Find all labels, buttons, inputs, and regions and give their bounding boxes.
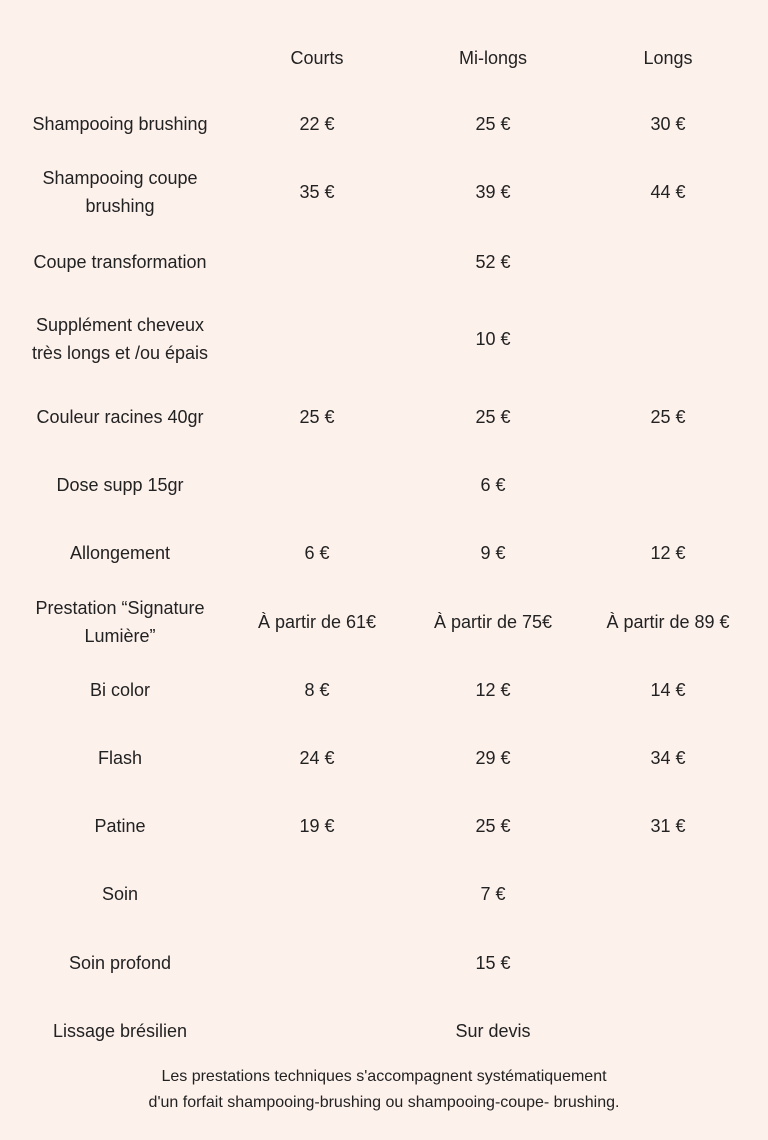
price-courts — [232, 864, 402, 924]
price-longs: 25 € — [650, 407, 686, 427]
table-row — [0, 232, 768, 292]
price-longs — [583, 455, 753, 515]
price-courts: 25 € — [299, 407, 335, 427]
price-courts: 35 € — [299, 182, 335, 202]
footer-note — [0, 1064, 768, 1116]
table-row — [0, 94, 768, 154]
header-courts: Courts — [290, 48, 344, 68]
service-label: Soin profond — [68, 953, 172, 973]
service-label: Flash — [97, 748, 142, 768]
table-row — [0, 309, 768, 369]
price-mi-longs: 25 € — [475, 407, 511, 427]
service-label: Allongement — [69, 543, 171, 563]
service-label: Soin — [101, 884, 139, 904]
price-longs — [583, 1001, 753, 1061]
price-longs: 31 € — [650, 816, 686, 836]
table-row — [0, 933, 768, 993]
service-label: Shampooing coupe brushing — [42, 168, 198, 216]
service-label: Supplément cheveux très longs et /ou épais — [31, 315, 209, 363]
price-mi-longs: 25 € — [475, 114, 511, 134]
service-label: Shampooing brushing — [32, 114, 208, 134]
service-label: Coupe transformation — [33, 252, 207, 272]
price-mi-longs: À partir de 75€ — [433, 612, 553, 632]
table-row — [0, 660, 768, 720]
table-row — [0, 387, 768, 447]
price-mi-longs: 12 € — [475, 680, 511, 700]
table-row — [0, 523, 768, 583]
price-courts — [232, 455, 402, 515]
service-label: Patine — [94, 816, 146, 836]
price-longs: À partir de 89 € — [606, 612, 730, 632]
header-mi-longs: Mi-longs — [458, 48, 528, 68]
price-courts: 19 € — [299, 816, 335, 836]
price-courts: 24 € — [299, 748, 335, 768]
price-longs — [583, 232, 753, 292]
service-label: Lissage brésilien — [52, 1021, 188, 1041]
price-courts: 22 € — [299, 114, 335, 134]
price-courts — [232, 232, 402, 292]
table-row — [0, 162, 768, 222]
table-row — [0, 455, 768, 515]
price-mi-longs: 25 € — [475, 816, 511, 836]
footer-note-line: d'un forfait shampooing-brushing ou shampooing-coupe- brushing. — [148, 1094, 620, 1111]
price-mi-longs: 29 € — [475, 748, 511, 768]
price-mi-longs: 39 € — [475, 182, 511, 202]
price-longs: 14 € — [650, 680, 686, 700]
table-row — [0, 1001, 768, 1061]
price-longs — [583, 864, 753, 924]
column-headers — [0, 44, 768, 72]
price-courts: 8 € — [304, 680, 330, 700]
table-row — [0, 728, 768, 788]
price-longs — [583, 309, 753, 369]
price-mi-longs: 9 € — [480, 543, 506, 563]
table-row — [0, 864, 768, 924]
service-label: Bi color — [89, 680, 151, 700]
price-courts: 6 € — [304, 543, 330, 563]
price-courts — [232, 933, 402, 993]
price-mi-longs: 52 € — [475, 252, 511, 272]
price-courts: À partir de 61€ — [257, 612, 377, 632]
price-mi-longs: 6 € — [480, 475, 506, 495]
price-longs: 34 € — [650, 748, 686, 768]
price-courts — [232, 309, 402, 369]
price-longs — [583, 933, 753, 993]
price-longs: 30 € — [650, 114, 686, 134]
price-mi-longs: 15 € — [475, 953, 511, 973]
table-row — [0, 592, 768, 652]
header-longs: Longs — [643, 48, 693, 68]
price-mi-longs: Sur devis — [455, 1021, 531, 1041]
service-label: Prestation “Signature Lumière” — [35, 598, 205, 646]
price-longs: 12 € — [650, 543, 686, 563]
price-mi-longs: 7 € — [480, 884, 506, 904]
price-courts — [232, 1001, 402, 1061]
service-label: Dose supp 15gr — [56, 475, 184, 495]
service-label: Couleur racines 40gr — [36, 407, 204, 427]
table-row — [0, 796, 768, 856]
footer-note-line: Les prestations techniques s'accompagnent systématiquement — [161, 1068, 607, 1085]
price-longs: 44 € — [650, 182, 686, 202]
price-mi-longs: 10 € — [475, 329, 511, 349]
